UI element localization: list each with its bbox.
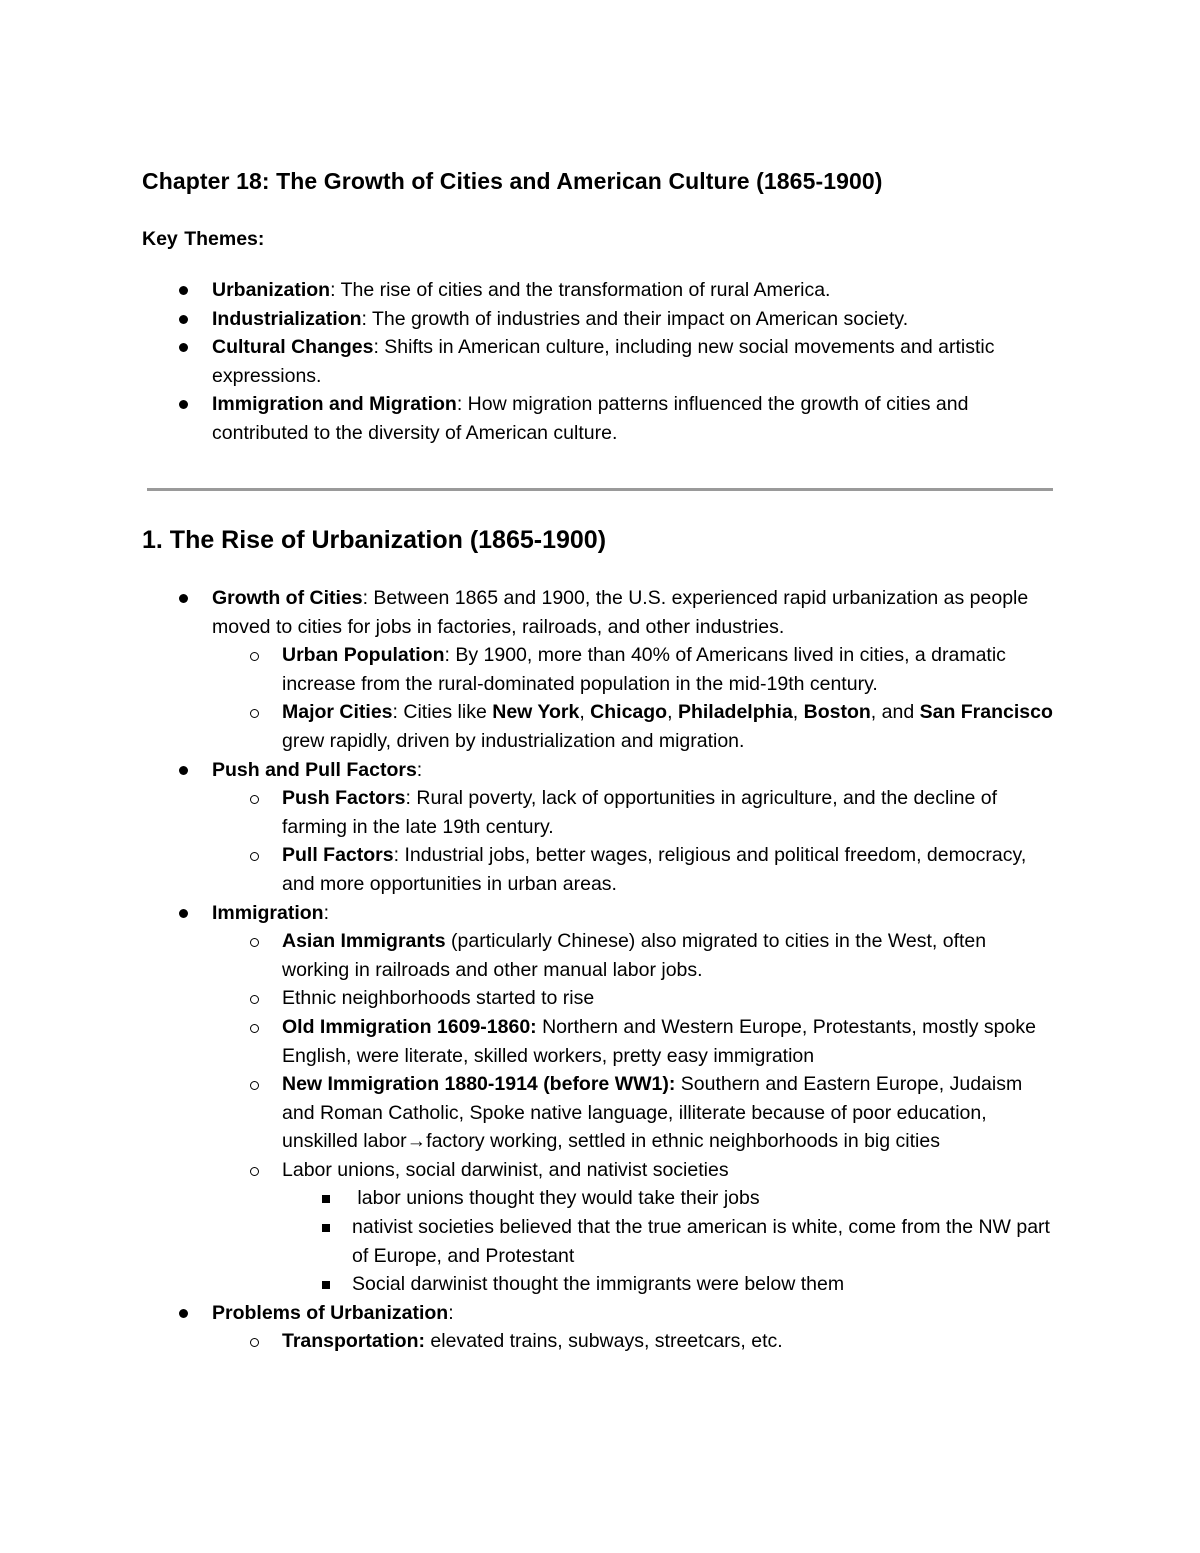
circle-bullet-icon (250, 1338, 259, 1347)
term: Major Cities (282, 701, 393, 724)
list-item-ethnic-neighborhoods (142, 984, 1057, 1013)
circle-bullet-icon (250, 1167, 259, 1176)
key-themes-list (142, 276, 1057, 448)
bullet-icon (179, 400, 188, 409)
circle-bullet-icon (250, 795, 259, 804)
term: Urban Population (282, 644, 445, 667)
term: Industrialization (212, 307, 362, 330)
item-text: : Shifts in American culture, including new social movements and artistic expressions. (212, 336, 995, 387)
list-item-sub (142, 1184, 1057, 1213)
item-text: : The growth of industries and their impact on American society. (361, 307, 909, 330)
term: Cultural Changes (212, 336, 374, 359)
list-item-sub (142, 1270, 1057, 1299)
circle-bullet-icon (250, 1081, 259, 1090)
separator: , (667, 701, 678, 724)
list-item (142, 305, 1057, 334)
item-text: : The rise of cities and the transformation of rural America. (330, 279, 831, 301)
list-item-labor-unions (142, 1156, 1057, 1185)
item-text: : By 1900, more than 40% of Americans lived in cities, a dramatic increase from the rural-dominated population in the mid-19th century. (282, 644, 1006, 695)
term: Asian Immigrants (282, 930, 446, 953)
item-text: : How migration patterns influenced the growth of cities and contributed to the diversity of American culture. (212, 393, 969, 444)
horizontal-divider (147, 488, 1053, 491)
bullet-icon (179, 766, 188, 775)
bullet-icon (179, 343, 188, 352)
item-text: Southern and Eastern Europe, Judaism and Roman Catholic, Spoke native language, illiterate because of poor education, unskilled labor→factory working, settled in ethnic neighborhoods in big cities (282, 1073, 1023, 1153)
term: Urbanization (212, 279, 331, 301)
circle-bullet-icon (250, 1024, 259, 1033)
circle-bullet-icon (250, 995, 259, 1004)
item-text: Ethnic neighborhoods started to rise (282, 987, 595, 1010)
item-text: : (323, 901, 330, 924)
square-bullet-icon (322, 1224, 330, 1232)
term: Immigration and Migration (212, 393, 457, 416)
bullet-icon (179, 594, 188, 603)
list-item (142, 333, 1057, 390)
item-text: Labor unions, social darwinist, and nativist societies (282, 1158, 729, 1181)
term: Problems of Urbanization (212, 1301, 449, 1324)
list-item-new-immigration (142, 1070, 1057, 1156)
key-themes-label: Key Themes: (142, 228, 265, 250)
city-name: Philadelphia (677, 701, 793, 724)
list-item-pull-factors (142, 841, 1057, 898)
city-name: Boston (803, 701, 871, 724)
item-text: grew rapidly, driven by industrialization and migration. (282, 729, 745, 752)
list-item (142, 390, 1057, 447)
term: Old Immigration 1609-1860: (282, 1015, 537, 1038)
item-text: : Cities like (392, 701, 493, 724)
circle-bullet-icon (250, 652, 259, 661)
chapter-title: Chapter 18: The Growth of Cities and American Culture (1865-1900) (142, 168, 883, 194)
item-text: : Between 1865 and 1900, the U.S. experienced rapid urbanization as people moved to cities for jobs in factories, railroads, and other industries. (212, 587, 1029, 638)
list-item-asian-immigrants (142, 927, 1057, 984)
list-item (142, 276, 1057, 305)
item-text: : (416, 758, 423, 781)
square-bullet-icon (322, 1281, 330, 1289)
term: Pull Factors (282, 844, 394, 867)
list-item-major-cities (142, 698, 1057, 755)
item-text: elevated trains, subways, streetcars, etc. (425, 1330, 783, 1353)
separator: , and (870, 701, 920, 724)
city-name: San Francisco (919, 701, 1053, 724)
circle-bullet-icon (250, 709, 259, 718)
square-bullet-icon (322, 1195, 330, 1203)
list-item-problems (142, 1299, 1057, 1328)
list-item-sub (142, 1213, 1057, 1270)
bullet-icon (179, 1309, 188, 1318)
separator: , (579, 701, 591, 724)
item-text: Social darwinist thought the immigrants were below them (352, 1273, 845, 1296)
item-text: (particularly Chinese) also migrated to cities in the West, often working in railroads and other manual labor jobs. (282, 930, 987, 981)
list-item-immigration (142, 899, 1057, 928)
item-text: : Industrial jobs, better wages, religious and political freedom, democracy, and more opportunities in urban areas. (282, 844, 1027, 895)
item-text: : Rural poverty, lack of opportunities in agriculture, and the decline of farming in the late 19th century. (282, 787, 998, 838)
circle-bullet-icon (250, 938, 259, 947)
term: Push Factors (282, 787, 406, 810)
circle-bullet-icon (250, 852, 259, 861)
bullet-icon (179, 315, 188, 324)
list-item-push-pull (142, 756, 1057, 785)
term: New Immigration 1880-1914 (before WW1): (282, 1073, 676, 1096)
term: Growth of Cities (212, 587, 363, 609)
term: Push and Pull Factors (212, 758, 417, 781)
item-text: : (448, 1301, 454, 1324)
bullet-icon (179, 286, 188, 295)
list-item-growth-of-cities (142, 584, 1057, 641)
city-name: Chicago (590, 701, 668, 724)
item-text: nativist societies believed that the true american is white, come from the NW part of Europe, and Protestant (352, 1216, 1050, 1267)
section-list (142, 584, 1057, 1356)
item-text: Northern and Western Europe, Protestants, mostly spoke English, were literate, skilled workers, pretty easy immigration (282, 1015, 1036, 1067)
list-item-transportation (142, 1327, 1057, 1356)
city-name: New York (492, 701, 580, 724)
term: Transportation: (282, 1330, 426, 1353)
list-item-push-factors (142, 784, 1057, 841)
item-text: labor unions thought they would take their jobs (352, 1187, 760, 1210)
term: Immigration (212, 901, 324, 924)
section-title: 1. The Rise of Urbanization (1865-1900) (142, 526, 607, 554)
bullet-icon (179, 909, 188, 918)
list-item-old-immigration (142, 1013, 1057, 1070)
separator: , (792, 701, 804, 724)
list-item-urban-population (142, 641, 1057, 698)
